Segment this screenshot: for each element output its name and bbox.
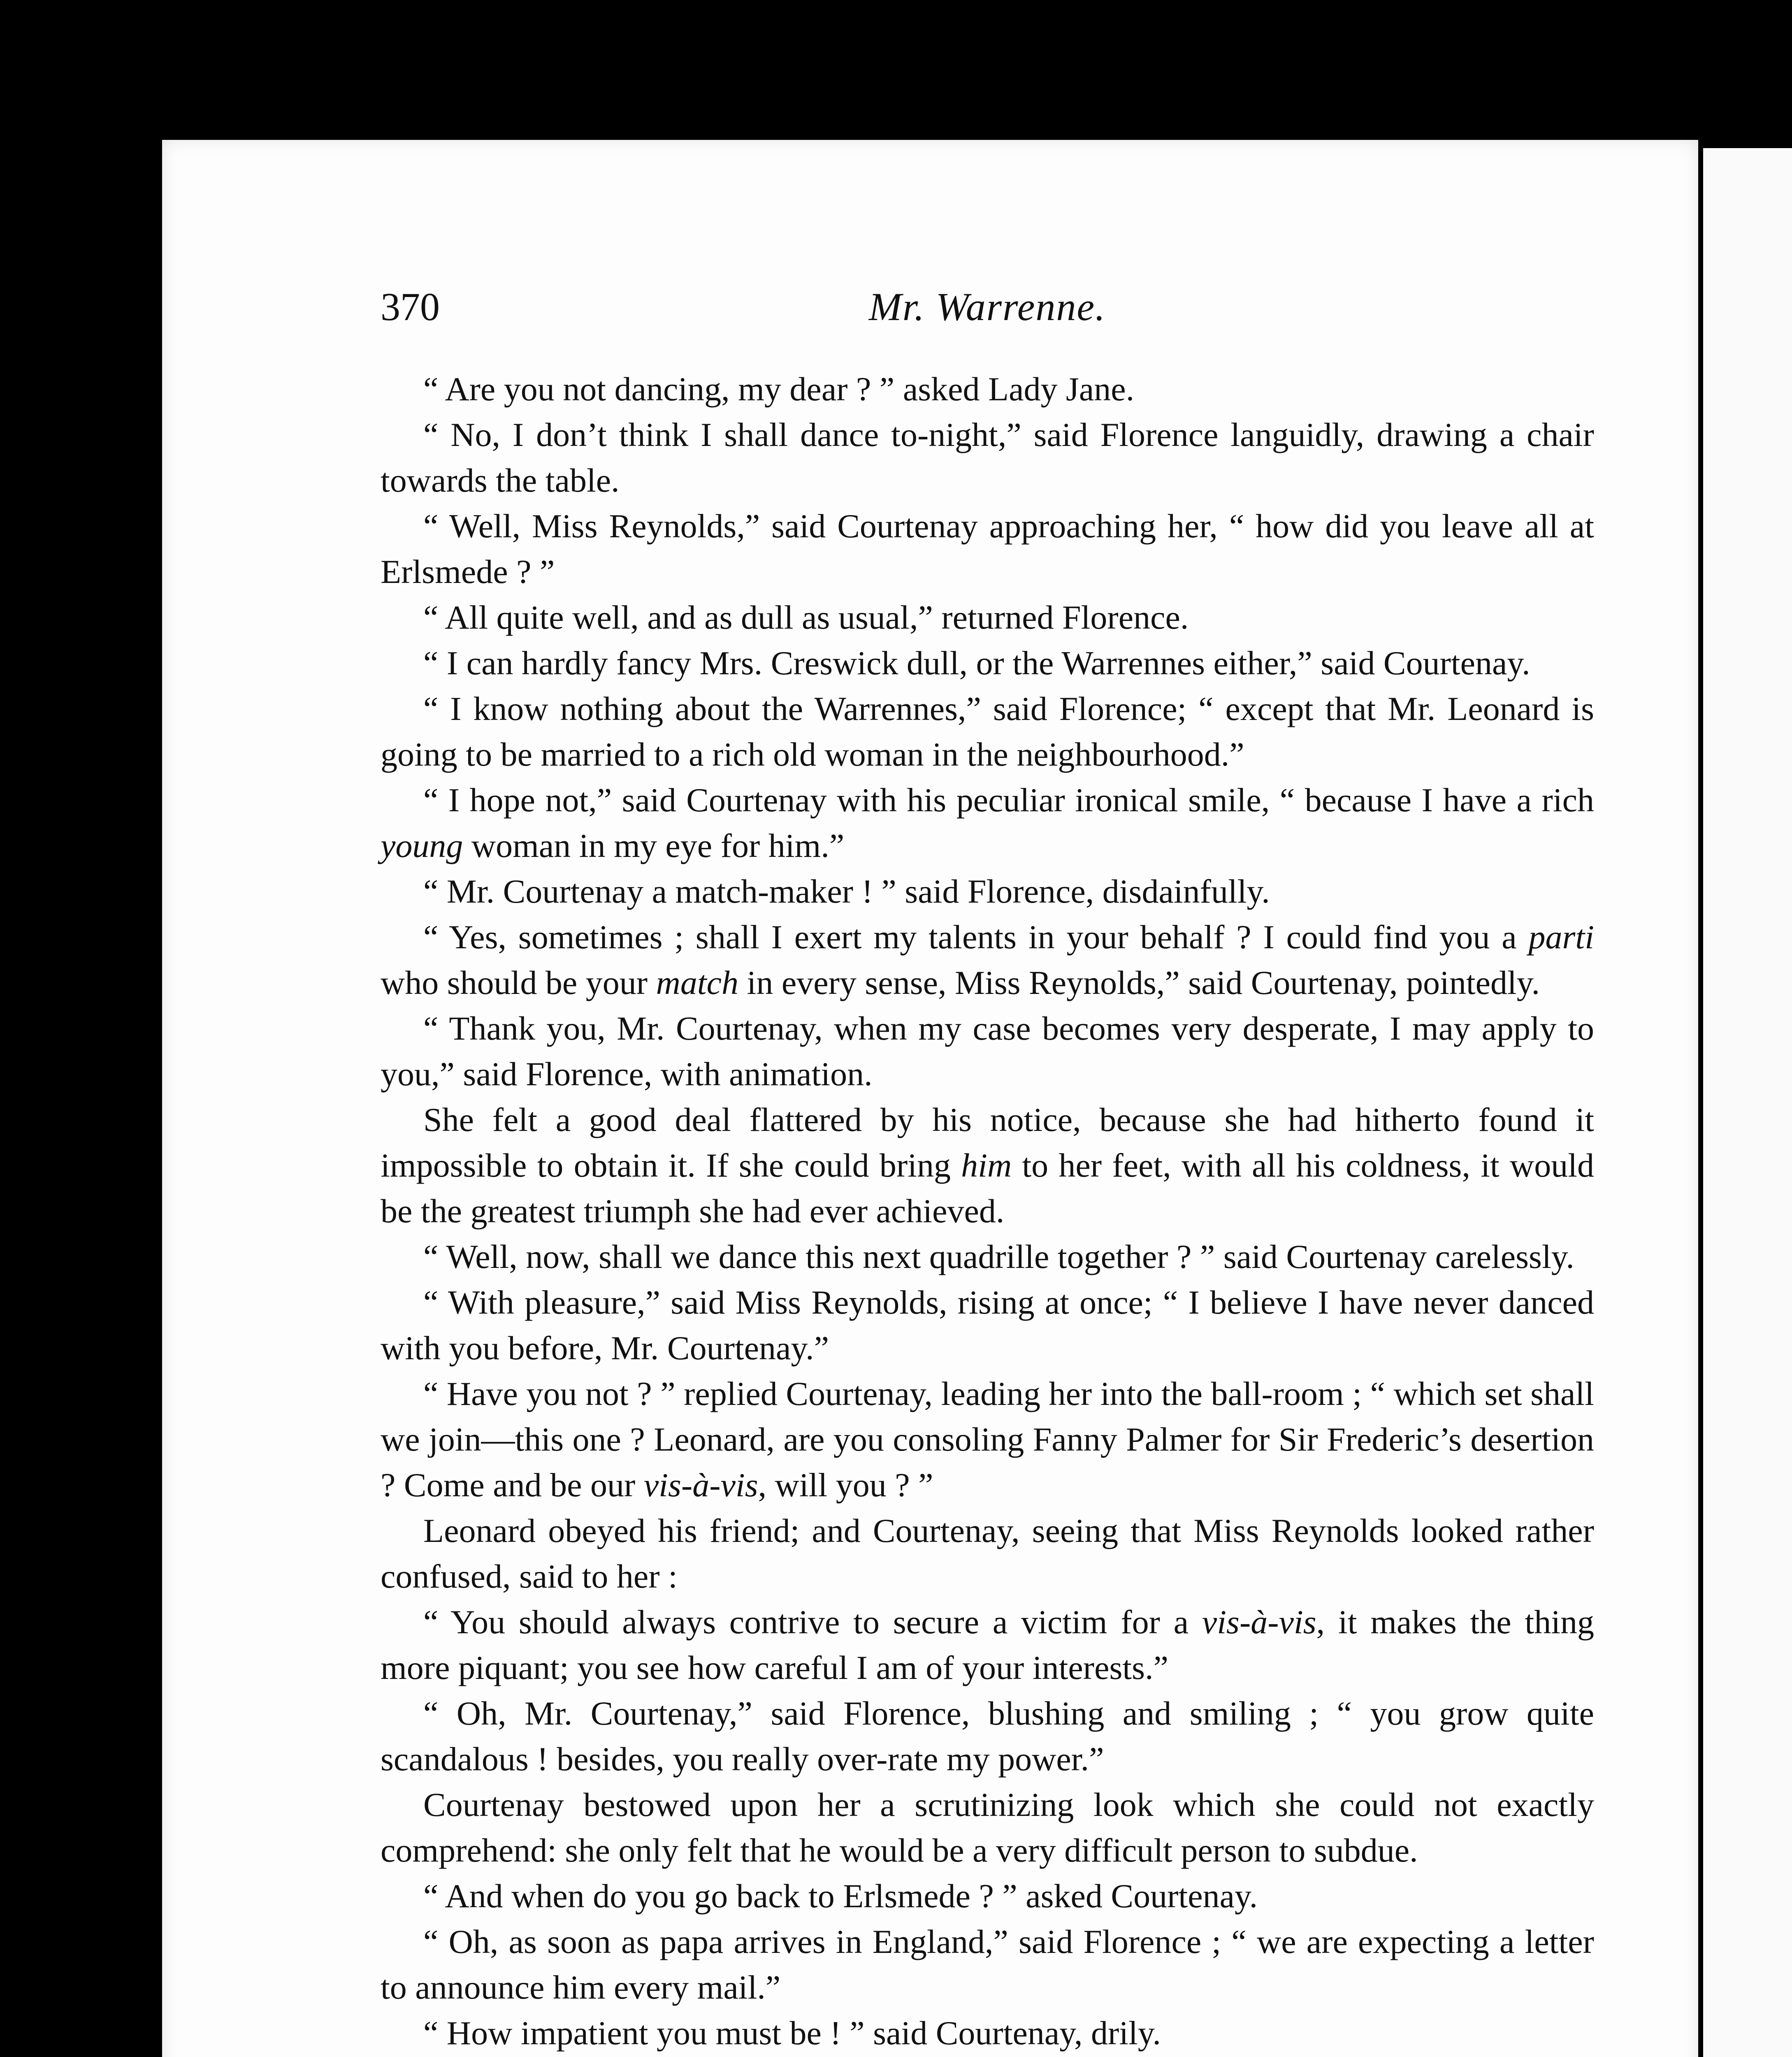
text-run: “ No, I don’t think I shall dance to-night,” said Florence languidly, drawing a chair towards the table. — [381, 416, 1594, 499]
paragraph — [381, 1690, 1594, 1782]
paragraph — [381, 777, 1594, 868]
italic-text: him — [961, 1147, 1012, 1184]
text-run: “ Oh, as soon as papa arrives in England,” said Florence ; “ we are expecting a letter to announce him every mail.” — [381, 1923, 1594, 2006]
italic-text: vis-à-vis — [1202, 1603, 1316, 1641]
text-run: who should be your — [381, 964, 656, 1001]
italic-text: vis-à-vis — [643, 1466, 758, 1504]
paragraph — [381, 1279, 1594, 1371]
paragraph — [381, 1234, 1594, 1279]
paragraph — [381, 1873, 1594, 1919]
text-run: to her feet, with all his coldness, it would be the greatest triumph she had ever achieved. — [381, 1147, 1594, 1230]
text-run: “ Are you not dancing, my dear ? ” asked Lady Jane. — [423, 370, 1135, 408]
paragraph — [381, 1782, 1594, 1873]
text-run: “ Yes, sometimes ; shall I exert my talents in your behalf ? I could find you a — [423, 918, 1529, 956]
text-run: “ Well, now, shall we dance this next quadrille together ? ” said Courtenay carelessly. — [423, 1238, 1574, 1275]
paragraph — [381, 1508, 1594, 1599]
text-run: “ Have you not ? ” replied Courtenay, leading her into the ball-room ; “ which set shall we join—this one ? Leonard, are you consoling Fanny Palmer for Sir Frederic’s desertion ? Come and be our — [381, 1375, 1594, 1504]
paragraph — [381, 1599, 1594, 1690]
text-run: , will you ? ” — [758, 1466, 933, 1504]
running-title: Mr. Warrenne. — [868, 285, 1106, 329]
page-header — [381, 267, 1594, 329]
text-run: “ How impatient you must be ! ” said Courtenay, drily. — [423, 2014, 1161, 2052]
paragraph — [381, 412, 1594, 503]
paragraph — [381, 640, 1594, 686]
text-run: “ I hope not,” said Courtenay with his peculiar ironical smile, “ because I have a rich — [423, 781, 1594, 819]
text-run: “ I know nothing about the Warrennes,” said Florence; “ except that Mr. Leonard is going to be married to a rich old woman in the neighbourhood.” — [381, 690, 1594, 773]
paragraph — [381, 868, 1594, 914]
text-run: “ All quite well, and as dull as usual,” returned Florence. — [423, 599, 1189, 636]
text-run: “ I can hardly fancy Mrs. Creswick dull, or the Warrennes either,” said Courtenay. — [423, 644, 1530, 682]
text-run: , it makes the thing more piquant; you see how careful I am of your interests.” — [381, 1603, 1594, 1686]
paragraph — [381, 686, 1594, 777]
paragraph — [381, 1097, 1594, 1234]
italic-text: match — [656, 964, 739, 1001]
text-run: “ With pleasure,” said Miss Reynolds, rising at once; “ I believe I have never danced with you before, Mr. Courtenay.” — [381, 1284, 1594, 1367]
text-run: woman in my eye for him.” — [463, 827, 845, 864]
paragraph — [381, 1371, 1594, 1508]
italic-text: parti — [1528, 918, 1594, 956]
paragraph — [381, 2010, 1594, 2056]
paragraph — [381, 594, 1594, 640]
paragraph — [381, 503, 1594, 594]
text-run: “ Thank you, Mr. Courtenay, when my case becomes very desperate, I may apply to you,” said Florence, with animation. — [381, 1010, 1594, 1093]
text-run: “ Well, Miss Reynolds,” said Courtenay approaching her, “ how did you leave all at Erlsmede ? ” — [381, 507, 1594, 590]
text-run: “ Oh, Mr. Courtenay,” said Florence, blushing and smiling ; “ you grow quite scandalous ! besides, you really over-rate my power.” — [381, 1695, 1594, 1778]
text-run: Courtenay bestowed upon her a scrutinizing look which she could not exactly comprehend: she only felt that he would be a very difficult person to subdue. — [381, 1786, 1594, 1869]
text-run: “ You should always contrive to secure a victim for a — [423, 1603, 1202, 1641]
text-run: in every sense, Miss Reynolds,” said Courtenay, pointedly. — [738, 964, 1540, 1001]
text-run: Leonard obeyed his friend; and Courtenay, seeing that Miss Reynolds looked rather confused, said to her : — [381, 1512, 1594, 1595]
adjacent-page-edge — [1703, 148, 1792, 2057]
text-run: “ And when do you go back to Erlsmede ? ” asked Courtenay. — [423, 1877, 1258, 1915]
text-run: “ Mr. Courtenay a match-maker ! ” said Florence, disdainfully. — [423, 873, 1270, 910]
paragraph — [381, 1919, 1594, 2010]
page-text-area — [381, 267, 1594, 2057]
page-body — [381, 366, 1594, 2057]
paragraph — [381, 366, 1594, 412]
text-run: She felt a good deal flattered by his notice, because she had hitherto found it impossible to obtain it. If she could bring — [381, 1101, 1594, 1184]
paragraph — [381, 914, 1594, 1005]
paragraph — [381, 1005, 1594, 1097]
page-number: 370 — [381, 285, 440, 329]
italic-text: young — [381, 827, 463, 864]
